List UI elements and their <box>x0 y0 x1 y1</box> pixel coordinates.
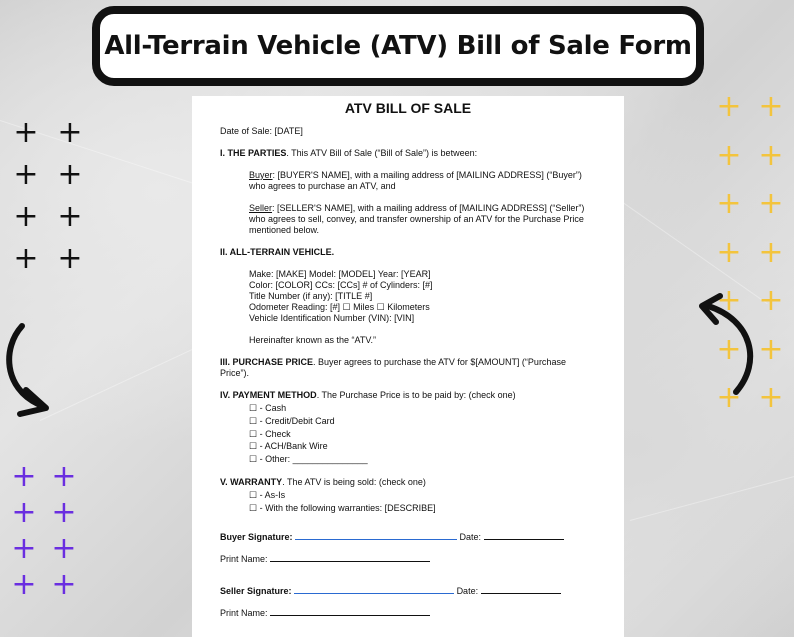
seller-signature-row <box>220 585 596 597</box>
seller-print-name-field[interactable] <box>270 607 430 616</box>
plus-icon: + <box>51 495 77 530</box>
buyer-signature-field[interactable] <box>295 531 457 540</box>
warranty-text: . The ATV is being sold: (check one) <box>282 476 426 487</box>
date-of-sale: Date of Sale: [DATE] <box>220 126 303 136</box>
seller-text: : [SELLER'S NAME], with a mailing address of [MAILING ADDRESS] (“Seller”) who agrees to sell, convey, and transfer ownership of an ATV for the Purchase Price mentioned below. <box>249 203 585 235</box>
plus-icon: + <box>716 283 742 318</box>
plus-icon: + <box>716 380 742 415</box>
payment-text: . The Purchase Price is to be paid by: (check one) <box>316 390 516 400</box>
plus-icon: + <box>11 567 37 602</box>
vehicle-details <box>220 269 596 346</box>
plus-icon: + <box>716 186 742 221</box>
plus-icon: + <box>758 283 784 318</box>
banner-title: All-Terrain Vehicle (ATV) Bill of Sale Form <box>104 31 692 61</box>
plus-icon: + <box>11 495 37 530</box>
section-payment-method <box>220 390 596 401</box>
seller-print-name-row <box>220 607 596 619</box>
buyer-label: Buyer <box>249 170 273 180</box>
payment-option-ach[interactable]: ☐ - ACH/Bank Wire <box>249 441 328 452</box>
payment-options <box>220 402 596 466</box>
plus-icon: + <box>13 115 39 150</box>
buyer-date-field[interactable] <box>484 531 564 540</box>
payment-option-check[interactable]: ☐ - Check <box>249 428 291 439</box>
section-parties <box>220 148 596 159</box>
plus-icon: + <box>716 331 742 367</box>
document-title: ATV BILL OF SALE <box>344 100 472 116</box>
vehicle-line: Vehicle Identification Number (VIN): [VIN] <box>249 313 415 323</box>
seller-date-label: Date: <box>456 585 479 596</box>
curved-arrow-up-left-icon <box>692 292 762 402</box>
curved-arrow-down-right-icon <box>0 318 60 418</box>
buyer-print-name-label: Print Name: <box>220 553 268 564</box>
payment-option-other[interactable]: ☐ - Other: _______________ <box>249 454 368 465</box>
seller-label: Seller <box>249 203 273 213</box>
plus-icon: + <box>11 531 37 566</box>
vehicle-heading: II. ALL-TERRAIN VEHICLE. <box>220 247 335 257</box>
plus-icon: + <box>51 567 77 602</box>
plus-icon: + <box>716 89 742 124</box>
plus-icon: + <box>758 137 784 173</box>
title-banner <box>92 6 704 86</box>
buyer-print-name-row <box>220 553 596 565</box>
plus-icon: + <box>758 234 784 270</box>
plus-icon: + <box>716 234 742 270</box>
seller-clause <box>220 203 596 236</box>
plus-icon: + <box>13 241 39 276</box>
seller-signature-field[interactable] <box>294 585 454 594</box>
seller-date-field[interactable] <box>481 585 561 594</box>
section-warranty <box>220 477 596 488</box>
vehicle-line: Color: [COLOR] CCs: [CCs] # of Cylinders: [#] <box>249 280 433 290</box>
plus-icon: + <box>758 89 784 124</box>
price-heading: III. PURCHASE PRICE <box>220 357 314 367</box>
buyer-print-name-field[interactable] <box>270 553 430 562</box>
plus-icon: + <box>57 199 83 234</box>
parties-heading: I. THE PARTIES <box>220 148 287 158</box>
payment-option-cash[interactable]: ☐ - Cash <box>249 403 287 413</box>
parties-text: . This ATV Bill of Sale (“Bill of Sale”) is between: <box>286 148 478 158</box>
paper-crease <box>630 476 794 521</box>
buyer-date-label: Date: <box>459 531 482 542</box>
price-text: . Buyer agrees to purchase the ATV for $[AMOUNT] (“Purchase Price”). <box>220 357 566 378</box>
warranty-option-with-warranties[interactable]: ☐ - With the following warranties: [DESCRIBE] <box>249 502 436 513</box>
buyer-clause <box>220 170 596 192</box>
warranty-options <box>220 489 596 515</box>
plus-icon: + <box>758 186 784 221</box>
vehicle-line: Title Number (if any): [TITLE #] <box>249 291 373 301</box>
plus-icon: + <box>716 137 742 173</box>
warranty-option-as-is[interactable]: ☐ - As-Is <box>249 489 286 500</box>
plus-icon: + <box>13 157 39 192</box>
plus-icon: + <box>57 115 83 150</box>
plus-icon: + <box>57 157 83 192</box>
vehicle-line: Make: [MAKE] Model: [MODEL] Year: [YEAR] <box>249 269 431 279</box>
warranty-heading: V. WARRANTY <box>220 476 283 487</box>
bill-of-sale-document <box>192 96 624 637</box>
plus-icon: + <box>11 459 37 494</box>
buyer-signature-label: Buyer Signature: <box>220 531 293 542</box>
buyer-text: : [BUYER'S NAME], with a mailing address of [MAILING ADDRESS] (“Buyer”) who agrees to purchase an ATV, and <box>249 170 582 191</box>
plus-icon: + <box>51 459 77 494</box>
plus-icon: + <box>758 380 784 415</box>
payment-option-card[interactable]: ☐ - Credit/Debit Card <box>249 415 335 426</box>
plus-icon: + <box>57 241 83 276</box>
plus-icon: + <box>13 199 39 234</box>
plus-decoration-black <box>4 115 92 286</box>
plus-icon: + <box>51 531 77 566</box>
plus-decoration-purple <box>4 459 84 606</box>
section-purchase-price <box>220 357 596 379</box>
seller-signature-label: Seller Signature: <box>220 585 292 596</box>
seller-print-name-label: Print Name: <box>220 607 268 618</box>
buyer-signature-row <box>220 531 596 543</box>
payment-heading: IV. PAYMENT METHOD <box>220 390 317 400</box>
hereinafter-text: Hereinafter known as the “ATV.” <box>249 335 377 345</box>
plus-icon: + <box>758 331 784 367</box>
vehicle-line: Odometer Reading: [#] ☐ Miles ☐ Kilometers <box>249 302 430 312</box>
